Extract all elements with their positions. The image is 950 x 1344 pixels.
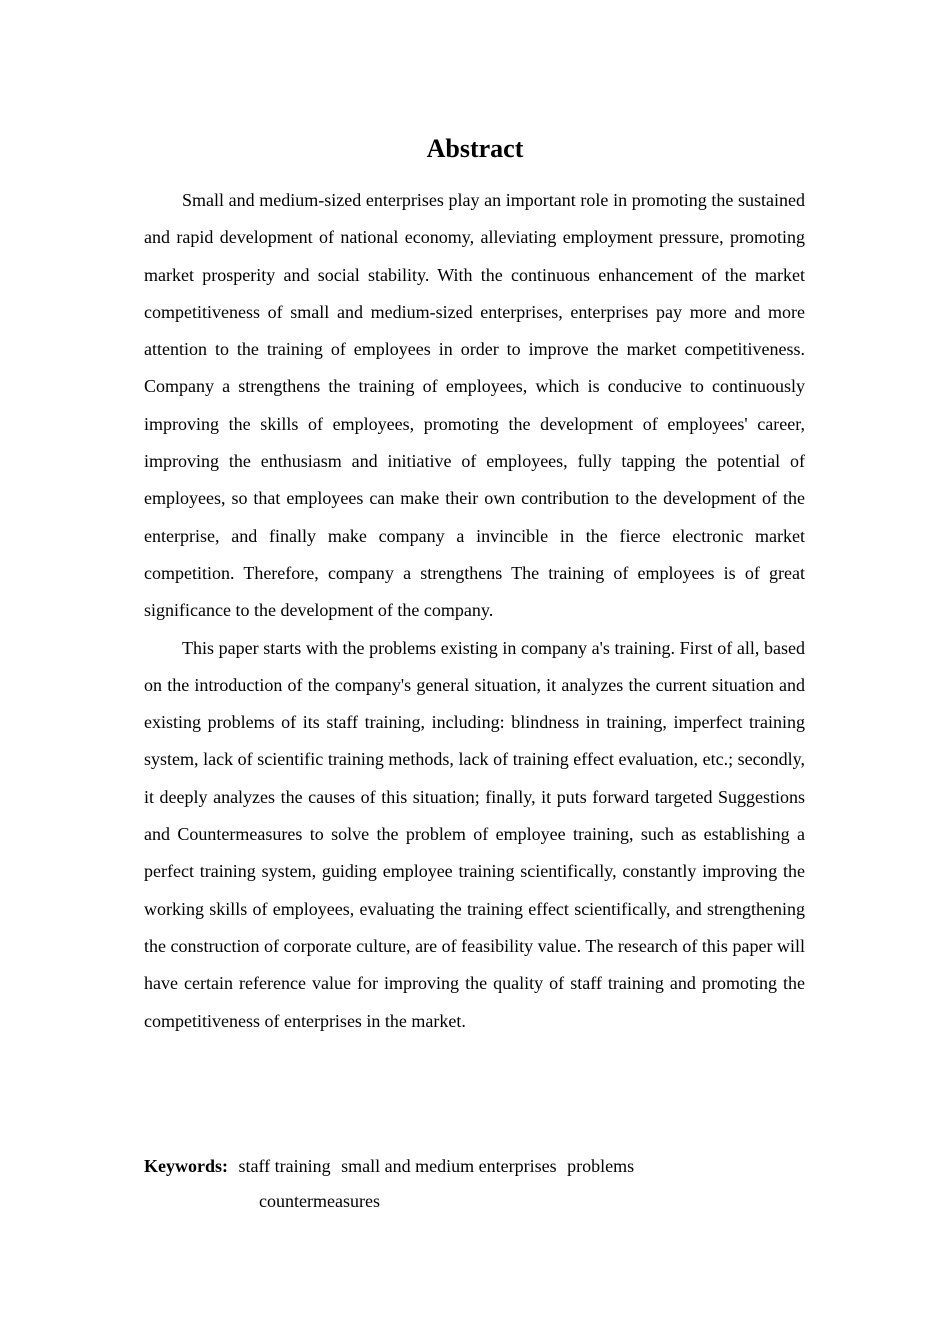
abstract-paragraph-2: This paper starts with the problems existing in company a's training. First of all, based on the introduction of the company's general situation, it analyzes the current situation and existing problems of its staff training, including: blindness in training, imperfect training system, lack of scientific training methods, lack of training effect evaluation, etc.; secondly, it deeply analyzes the causes of this situation; finally, it puts forward targeted Suggestions and Countermeasures to solve the problem of employee training, such as establishing a perfect training system, guiding employee training scientifically, constantly improving the working skills of employees, evaluating the training effect scientifically, and strengthening the construction of corporate culture, are of feasibility value. The research of this paper will have certain reference value for improving the quality of staff training and promoting the competitiveness of enterprises in the market. xyxy=(144,637,805,1031)
abstract-body xyxy=(144,182,805,1040)
keyword-item: staff training xyxy=(238,1156,331,1176)
keyword-item: countermeasures xyxy=(259,1191,380,1211)
keywords-line-2 xyxy=(144,1184,805,1219)
keywords-line-1 xyxy=(144,1149,805,1184)
abstract-paragraph-1: Small and medium-sized enterprises play an important role in promoting the sustained and rapid development of national economy, alleviating employment pressure, promoting market prosperity and social stability. With the continuous enhancement of the market competitiveness of small and medium-sized enterprises, enterprises pay more and more attention to the training of employees in order to improve the market competitiveness. Company a strengthens the training of employees, which is conducive to continuously improving the skills of employees, promoting the development of employees' career, improving the enthusiasm and initiative of employees, fully tapping the potential of employees, so that employees can make their own contribution to the development of the enterprise, and finally make company a invincible in the fierce electronic market competition. Therefore, company a strengthens The training of employees is of great significance to the development of the company. xyxy=(144,190,805,621)
abstract-title: Abstract xyxy=(426,134,524,163)
keywords-section xyxy=(144,1149,805,1219)
keyword-item: problems xyxy=(567,1156,635,1176)
keywords-label: Keywords: xyxy=(144,1156,228,1176)
keyword-item: small and medium enterprises xyxy=(341,1156,557,1176)
